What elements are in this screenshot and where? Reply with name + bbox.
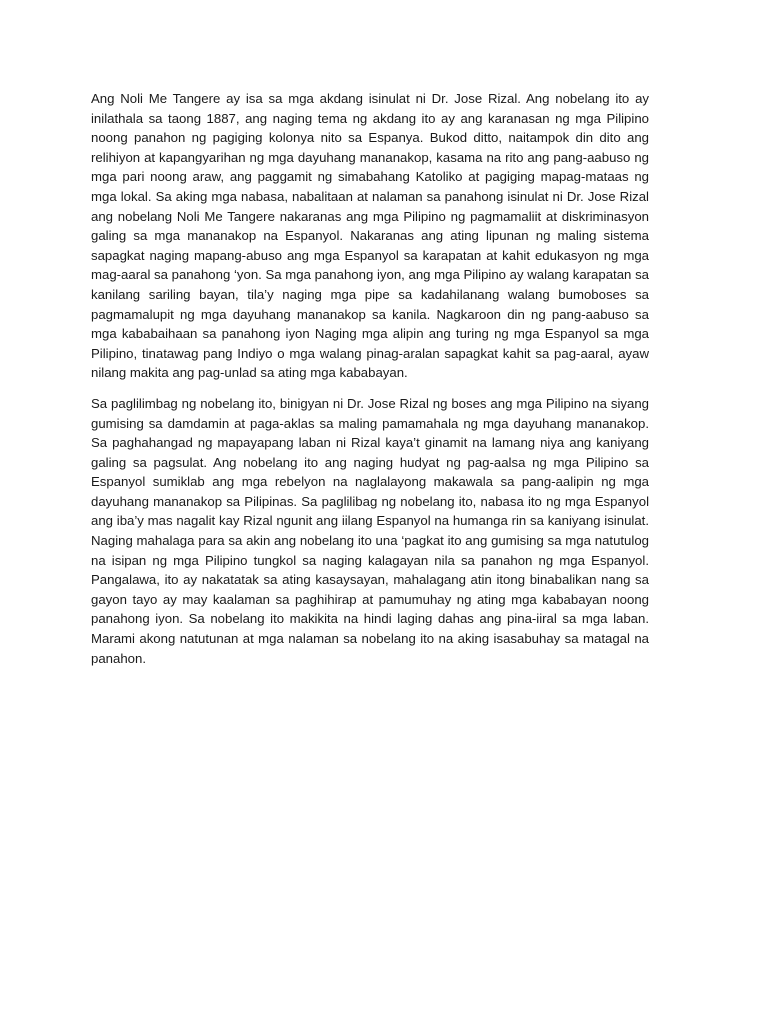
document-body	[91, 89, 649, 679]
paragraph-1: Ang Noli Me Tangere ay isa sa mga akdang isinulat ni Dr. Jose Rizal. Ang nobelang ito ay inilathala sa taong 1887, ang naging tema ng akdang ito ay ang karanasan ng mga Pilipino noong panahon ng pagiging kolonya nito sa Espanya. Bukod ditto, naitampok din dito ang relihiyon at kapangyarihan ng mga dayuhang mananakop, kasama na rito ang pang-aabuso ng mga pari noong araw, ang paggamit ng simabahang Katoliko at pagiging mapag-mataas ng mga lokal. Sa aking mga nabasa, nabalitaan at nalaman sa panahong isinulat ni Dr. Jose Rizal ang nobelang Noli Me Tangere nakaranas ang mga Pilipino ng pagmamaliit at diskriminasyon galing sa mga mananakop na Espanyol. Nakaranas ang ating lipunan ng maling sistema sapagkat naging mapang-abuso ang mga Espanyol sa karapatan at kahit edukasyon ng mga mag-aaral sa panahong ‘yon. Sa mga panahong iyon, ang mga Pilipino ay walang karapatan sa kanilang sariling bayan, tila’y naging mga pipe sa kadahilanang walang bumoboses sa pagmamalupit ng mga dayuhang mananakop sa kanila. Nagkaroon din ng pang-aabuso sa mga kababaihaan sa panahong iyon Naging mga alipin ang turing ng mga Espanyol sa mga Pilipino, tinatawag pang Indiyo o mga walang pinag-aralan sapagkat kahit sa pag-aaral, ayaw nilang makita ang pag-unlad sa ating mga kababayan.	[91, 91, 649, 381]
paragraph-2: Sa paglilimbag ng nobelang ito, binigyan ni Dr. Jose Rizal ng boses ang mga Pilipino na siyang gumising sa damdamin at paga-aklas sa maling pamamahala ng mga dayuhang mananakop. Sa paghahangad ng mapayapang laban ni Rizal kaya’t ginamit na lamang niya ang kaniyang galing sa pagsulat. Ang nobelang ito ang naging hudyat ng pag-aalsa ng mga Pilipino sa Espanyol sumiklab ang mga rebelyon na naglalayong makawala sa pang-aalipin ng mga dayuhang mananakop sa Pilipinas. Sa paglilibag ng nobelang ito, nabasa ito ng mga Espanyol ang iba’y mas nagalit kay Rizal ngunit ang iilang Espanyol na humanga rin sa kaniyang isinulat. Naging mahalaga para sa akin ang nobelang ito una ‘pagkat ito ang gumising sa mga natutulog na isipan ng mga Pilipino tungkol sa naging kalagayan nila sa panahon ng mga Espanyol. Pangalawa, ito ay nakatatak sa ating kasaysayan, mahalagang atin itong binabalikan nang sa gayon tayo ay may kaalaman sa paghihirap at pamumuhay ng ating mga kababayan noong panahong iyon. Sa nobelang ito makikita na hindi laging dahas ang pina-iiral sa mga laban. Marami akong natutunan at mga nalaman sa nobelang ito na aking isasabuhay sa matagal na panahon.	[91, 395, 649, 666]
